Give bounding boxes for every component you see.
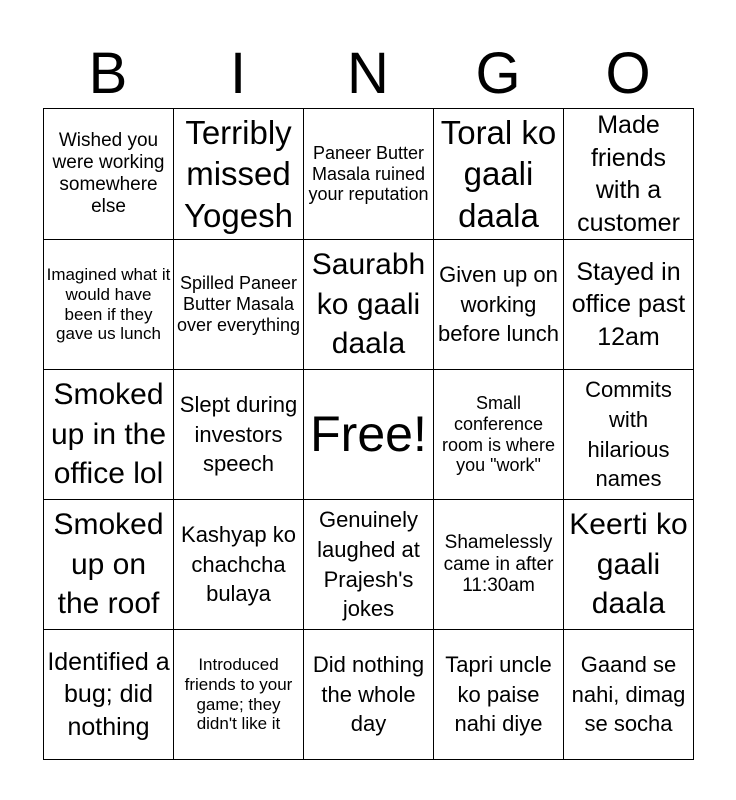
bingo-cell[interactable]: Gaand se nahi, dimag se socha (564, 630, 694, 760)
bingo-cell[interactable]: Wished you were working somewhere else (44, 109, 174, 240)
bingo-cell[interactable]: Smoked up in the office lol (44, 370, 174, 500)
bingo-header (43, 40, 693, 108)
bingo-cell[interactable]: Did nothing the whole day (304, 630, 434, 760)
bingo-cell[interactable]: Keerti ko gaali daala (564, 500, 694, 630)
bingo-cell[interactable]: Paneer Butter Masala ruined your reputation (304, 109, 434, 240)
bingo-cell[interactable]: Small conference room is where you "work" (434, 370, 564, 500)
bingo-cell[interactable]: Smoked up on the roof (44, 500, 174, 630)
bingo-cell[interactable]: Given up on working before lunch (434, 240, 564, 370)
free-space[interactable]: Free! (304, 370, 434, 500)
header-letter-o: O (605, 41, 651, 106)
bingo-cell[interactable]: Genuinely laughed at Prajesh's jokes (304, 500, 434, 630)
bingo-row-2 (44, 240, 694, 370)
header-letter-i: I (229, 41, 247, 106)
bingo-cell[interactable]: Imagined what it would have been if they gave us lunch (44, 240, 174, 370)
bingo-cell[interactable]: Stayed in office past 12am (564, 240, 694, 370)
header-letter-n: N (347, 41, 389, 106)
header-letter-g: G (475, 41, 521, 106)
bingo-card (43, 108, 694, 760)
bingo-cell[interactable]: Identified a bug; did nothing (44, 630, 174, 760)
bingo-cell[interactable]: Kashyap ko chachcha bulaya (174, 500, 304, 630)
bingo-cell[interactable]: Made friends with a customer (564, 109, 694, 240)
bingo-cell[interactable]: Tapri uncle ko paise nahi diye (434, 630, 564, 760)
bingo-cell[interactable]: Terribly missed Yogesh (174, 109, 304, 240)
bingo-cell[interactable]: Commits with hilarious names (564, 370, 694, 500)
bingo-cell[interactable]: Saurabh ko gaali daala (304, 240, 434, 370)
header-letter-b: B (88, 41, 128, 106)
bingo-row-3 (44, 370, 694, 500)
bingo-cell[interactable]: Shamelessly came in after 11:30am (434, 500, 564, 630)
bingo-cell[interactable]: Spilled Paneer Butter Masala over everything (174, 240, 304, 370)
bingo-row-5 (44, 630, 694, 760)
bingo-cell[interactable]: Toral ko gaali daala (434, 109, 564, 240)
bingo-row-1 (44, 109, 694, 240)
bingo-cell[interactable]: Slept during investors speech (174, 370, 304, 500)
bingo-cell[interactable]: Introduced friends to your game; they didn't like it (174, 630, 304, 760)
bingo-row-4 (44, 500, 694, 630)
